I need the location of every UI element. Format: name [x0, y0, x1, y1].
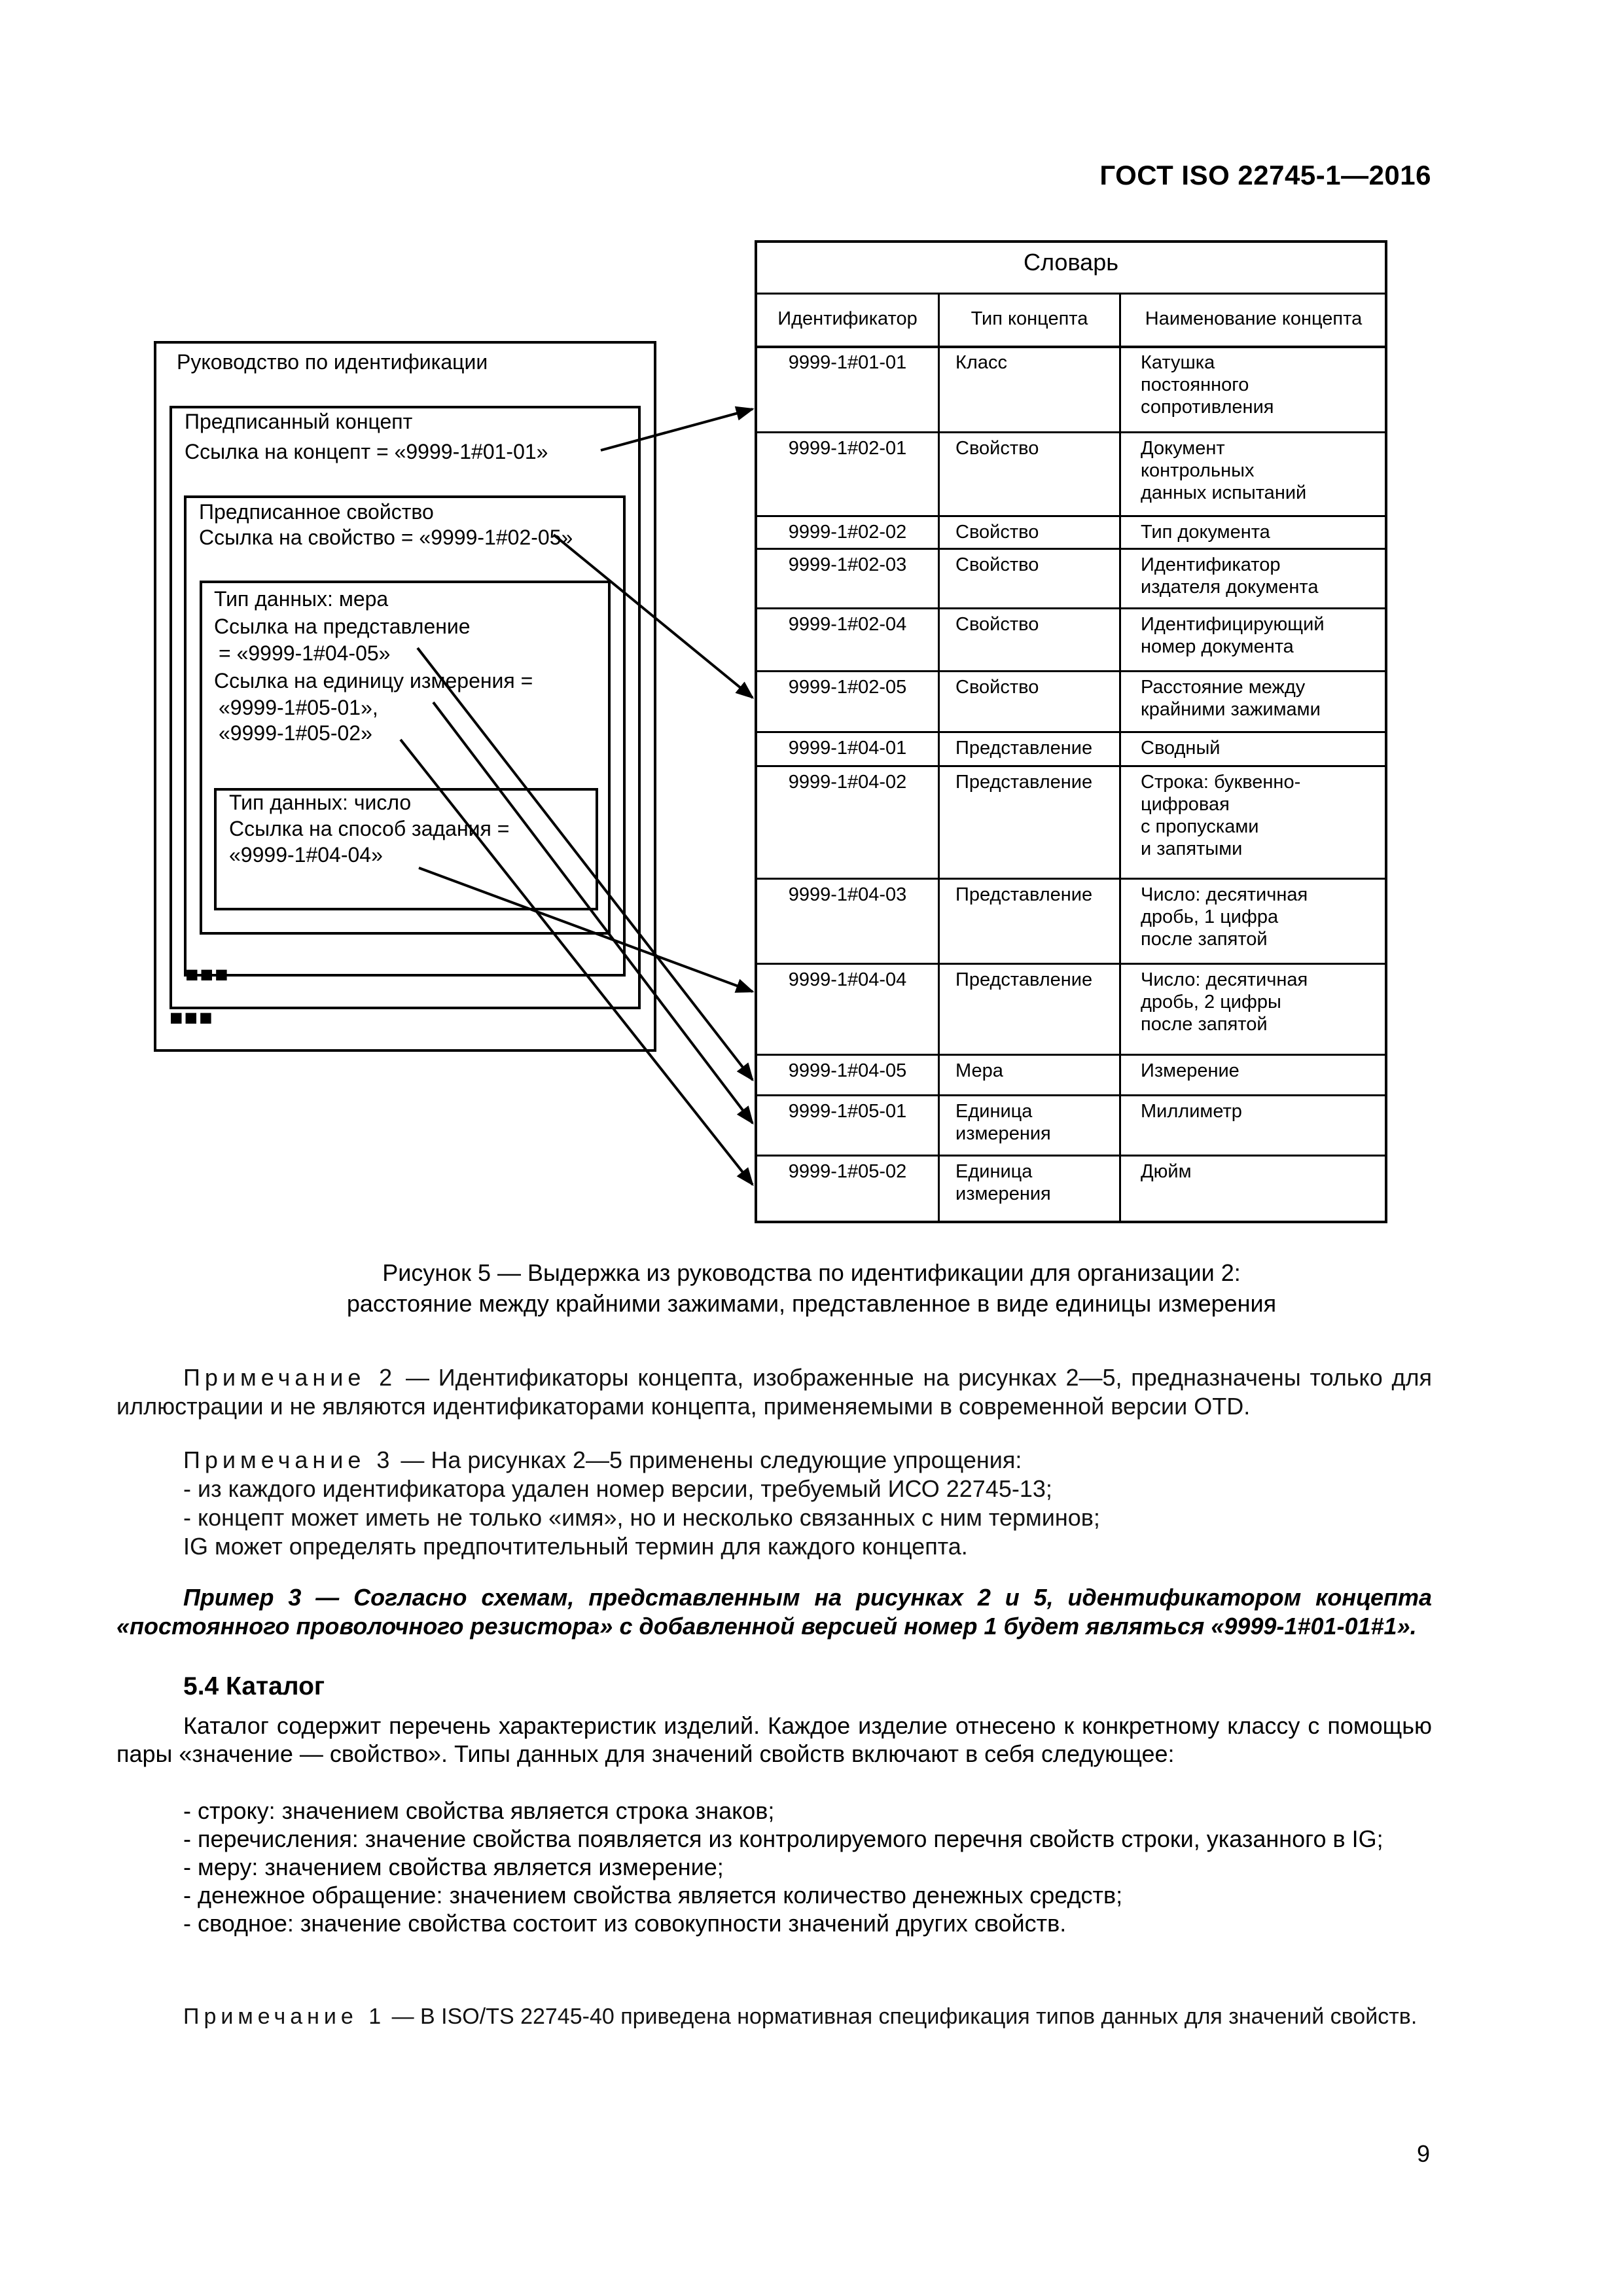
caption-line-2: расстояние между крайними зажимами, представленное в виде единицы измерения [346, 1290, 1277, 1317]
page-number: 9 [1416, 2140, 1430, 2167]
cell-identifier: 9999-1#02-02 [788, 522, 907, 543]
list-item: - сводное: значение свойства состоит из совокупности значений других свойств. [183, 1910, 1067, 1937]
dictionary-row [757, 1094, 1385, 1157]
guide-ellipsis: ■■■ [169, 1005, 214, 1030]
cell-concept-type: Представление [955, 738, 1093, 759]
cell-concept-name: Документ контрольных данных испытаний [1141, 438, 1307, 503]
note-3-item: IG может определять предпочтительный термин для каждого концепта. [183, 1533, 968, 1560]
dictionary-row [757, 731, 1385, 767]
cell-identifier: 9999-1#05-02 [788, 1161, 907, 1182]
concept-ref: Ссылка на концепт = «9999-1#01-01» [185, 440, 548, 463]
cell-concept-name: Расстояние между крайними зажимами [1141, 677, 1321, 720]
dictionary-row [757, 346, 1385, 433]
cell-concept-name: Тип документа [1141, 522, 1270, 543]
measure-title: Тип данных: мера [214, 587, 389, 611]
dictionary-row [757, 670, 1385, 733]
note-3 [116, 1446, 1432, 1561]
cell-concept-type: Представление [955, 772, 1093, 793]
section-heading: 5.4 Каталог [183, 1672, 325, 1700]
list-item: - строку: значением свойства является строка знаков; [183, 1797, 775, 1824]
cell-concept-name: Идентифицирующий номер документа [1141, 614, 1325, 657]
list-item: - денежное обращение: значением свойства является количество денежных средств; [183, 1882, 1123, 1909]
measure-rep-value: = «9999-1#04-05» [219, 641, 391, 665]
cell-identifier: 9999-1#04-04 [788, 969, 907, 990]
cell-concept-type: Представление [955, 969, 1093, 990]
list-item: - перечисления: значение свойства появляется из контролируемого перечня свойств строки, указанного в IG; [183, 1825, 1383, 1852]
dictionary-row [757, 1054, 1385, 1096]
number-ref-value: «9999-1#04-04» [229, 843, 383, 867]
property-title: Предписанное свойство [199, 500, 434, 524]
cell-concept-type: Представление [955, 884, 1093, 905]
cell-identifier: 9999-1#04-02 [788, 772, 907, 793]
property-ref: Ссылка на свойство = «9999-1#02-05» [199, 526, 573, 549]
dictionary-row [757, 515, 1385, 550]
cell-identifier: 9999-1#02-04 [788, 614, 907, 635]
concept-title: Предписанный концепт [185, 410, 413, 433]
cell-identifier: 9999-1#04-01 [788, 738, 907, 759]
measure-rep-label: Ссылка на представление [214, 615, 471, 638]
dictionary-row [757, 607, 1385, 672]
cell-concept-type: Свойство [955, 677, 1039, 698]
note-1-text: — В ISO/TS 22745-40 приведена нормативная спецификация типов данных для значений свойств. [385, 2004, 1418, 2029]
cell-identifier: 9999-1#04-05 [788, 1060, 907, 1081]
dictionary-table [755, 240, 1387, 1223]
figure-caption [0, 1257, 1623, 1319]
measure-unit-value-2: «9999-1#05-02» [219, 721, 372, 745]
cell-identifier: 9999-1#02-03 [788, 554, 907, 575]
cell-identifier: 9999-1#04-03 [788, 884, 907, 905]
header-concept-type: Тип концепта [971, 308, 1088, 329]
cell-concept-name: Дюйм [1141, 1161, 1192, 1182]
cell-concept-name: Строка: буквенно- цифровая с пропусками и запятыми [1141, 772, 1301, 859]
cell-concept-type: Свойство [955, 522, 1039, 543]
header-concept-name: Наименование концепта [1145, 308, 1363, 329]
note-1-label: Примечание 1 [183, 2004, 386, 2029]
document-header: ГОСТ ISO 22745-1—2016 [1099, 160, 1431, 190]
note-3-item: - из каждого идентификатора удален номер версии, требуемый ИСО 22745-13; [183, 1475, 1052, 1502]
dictionary-body [757, 346, 1385, 1221]
guide-title: Руководство по идентификации [177, 350, 488, 374]
dictionary-row [757, 963, 1385, 1056]
number-title: Тип данных: число [229, 791, 412, 814]
cell-concept-type: Класс [955, 352, 1007, 373]
cell-concept-type: Единица измерения [955, 1161, 1051, 1204]
cell-concept-type: Свойство [955, 614, 1039, 635]
cell-identifier: 9999-1#02-05 [788, 677, 907, 698]
cell-concept-type: Свойство [955, 554, 1039, 575]
cell-concept-name: Число: десятичная дробь, 2 цифры после запятой [1141, 969, 1308, 1035]
note-1 [116, 2003, 1432, 2030]
dictionary-row [757, 765, 1385, 880]
dictionary-row [757, 1155, 1385, 1214]
cell-concept-name: Миллиметр [1141, 1101, 1242, 1122]
section-list [116, 1797, 1432, 1937]
cell-concept-type: Свойство [955, 438, 1039, 459]
header-identifier: Идентификатор [777, 308, 918, 329]
caption-line-1: Рисунок 5 — Выдержка из руководства по идентификации для организации 2: [382, 1259, 1241, 1286]
dictionary-row [757, 548, 1385, 609]
note-3-item: - концепт может иметь не только «имя», но и несколько связанных с ним терминов; [183, 1504, 1100, 1531]
dictionary-header-row [757, 293, 1385, 348]
note-3-label: Примечание 3 [183, 1446, 395, 1473]
cell-identifier: 9999-1#05-01 [788, 1101, 907, 1122]
note-2 [116, 1363, 1432, 1421]
number-ref-label: Ссылка на способ задания = [229, 817, 510, 840]
dictionary-row [757, 878, 1385, 965]
note-3-text: — На рисунках 2—5 применены следующие упрощения: [394, 1446, 1022, 1473]
cell-concept-name: Сводный [1141, 738, 1221, 759]
cell-concept-type: Мера [955, 1060, 1003, 1081]
example-3: Пример 3 — Согласно схемам, представленным на рисунках 2 и 5, идентификатором концепта «постоянного проволочного резистора» с добавленной версией номер 1 будет являться «9999-1#01-01#1». [116, 1584, 1432, 1640]
dictionary-row [757, 431, 1385, 517]
list-item: - меру: значением свойства является измерение; [183, 1854, 724, 1880]
section-intro: Каталог содержит перечень характеристик изделий. Каждое изделие отнесено к конкретному классу с помощью пары «значение — свойство». Типы данных для значений свойств включают в себя следующее: [116, 1712, 1432, 1767]
cell-concept-name: Число: десятичная дробь, 1 цифра после запятой [1141, 884, 1308, 950]
note-2-label: Примечание 2 [183, 1364, 397, 1391]
measure-unit-label: Ссылка на единицу измерения = [214, 669, 533, 692]
note-2-text: — Идентификаторы концепта, изображенные на рисунках 2—5, предназначены только для иллюстрации и не являются идентификаторами концепта, применяемыми в современной версии OTD. [116, 1364, 1432, 1420]
cell-concept-name: Идентификатор издателя документа [1141, 554, 1319, 598]
dictionary-title: Словарь [757, 243, 1385, 295]
cell-identifier: 9999-1#02-01 [788, 438, 907, 459]
cell-concept-type: Единица измерения [955, 1101, 1051, 1144]
concept-ellipsis: ■■■ [185, 962, 230, 987]
measure-unit-value-1: «9999-1#05-01», [219, 696, 378, 719]
cell-concept-name: Измерение [1141, 1060, 1240, 1081]
cell-concept-name: Катушка постоянного сопротивления [1141, 352, 1274, 418]
cell-identifier: 9999-1#01-01 [788, 352, 907, 373]
